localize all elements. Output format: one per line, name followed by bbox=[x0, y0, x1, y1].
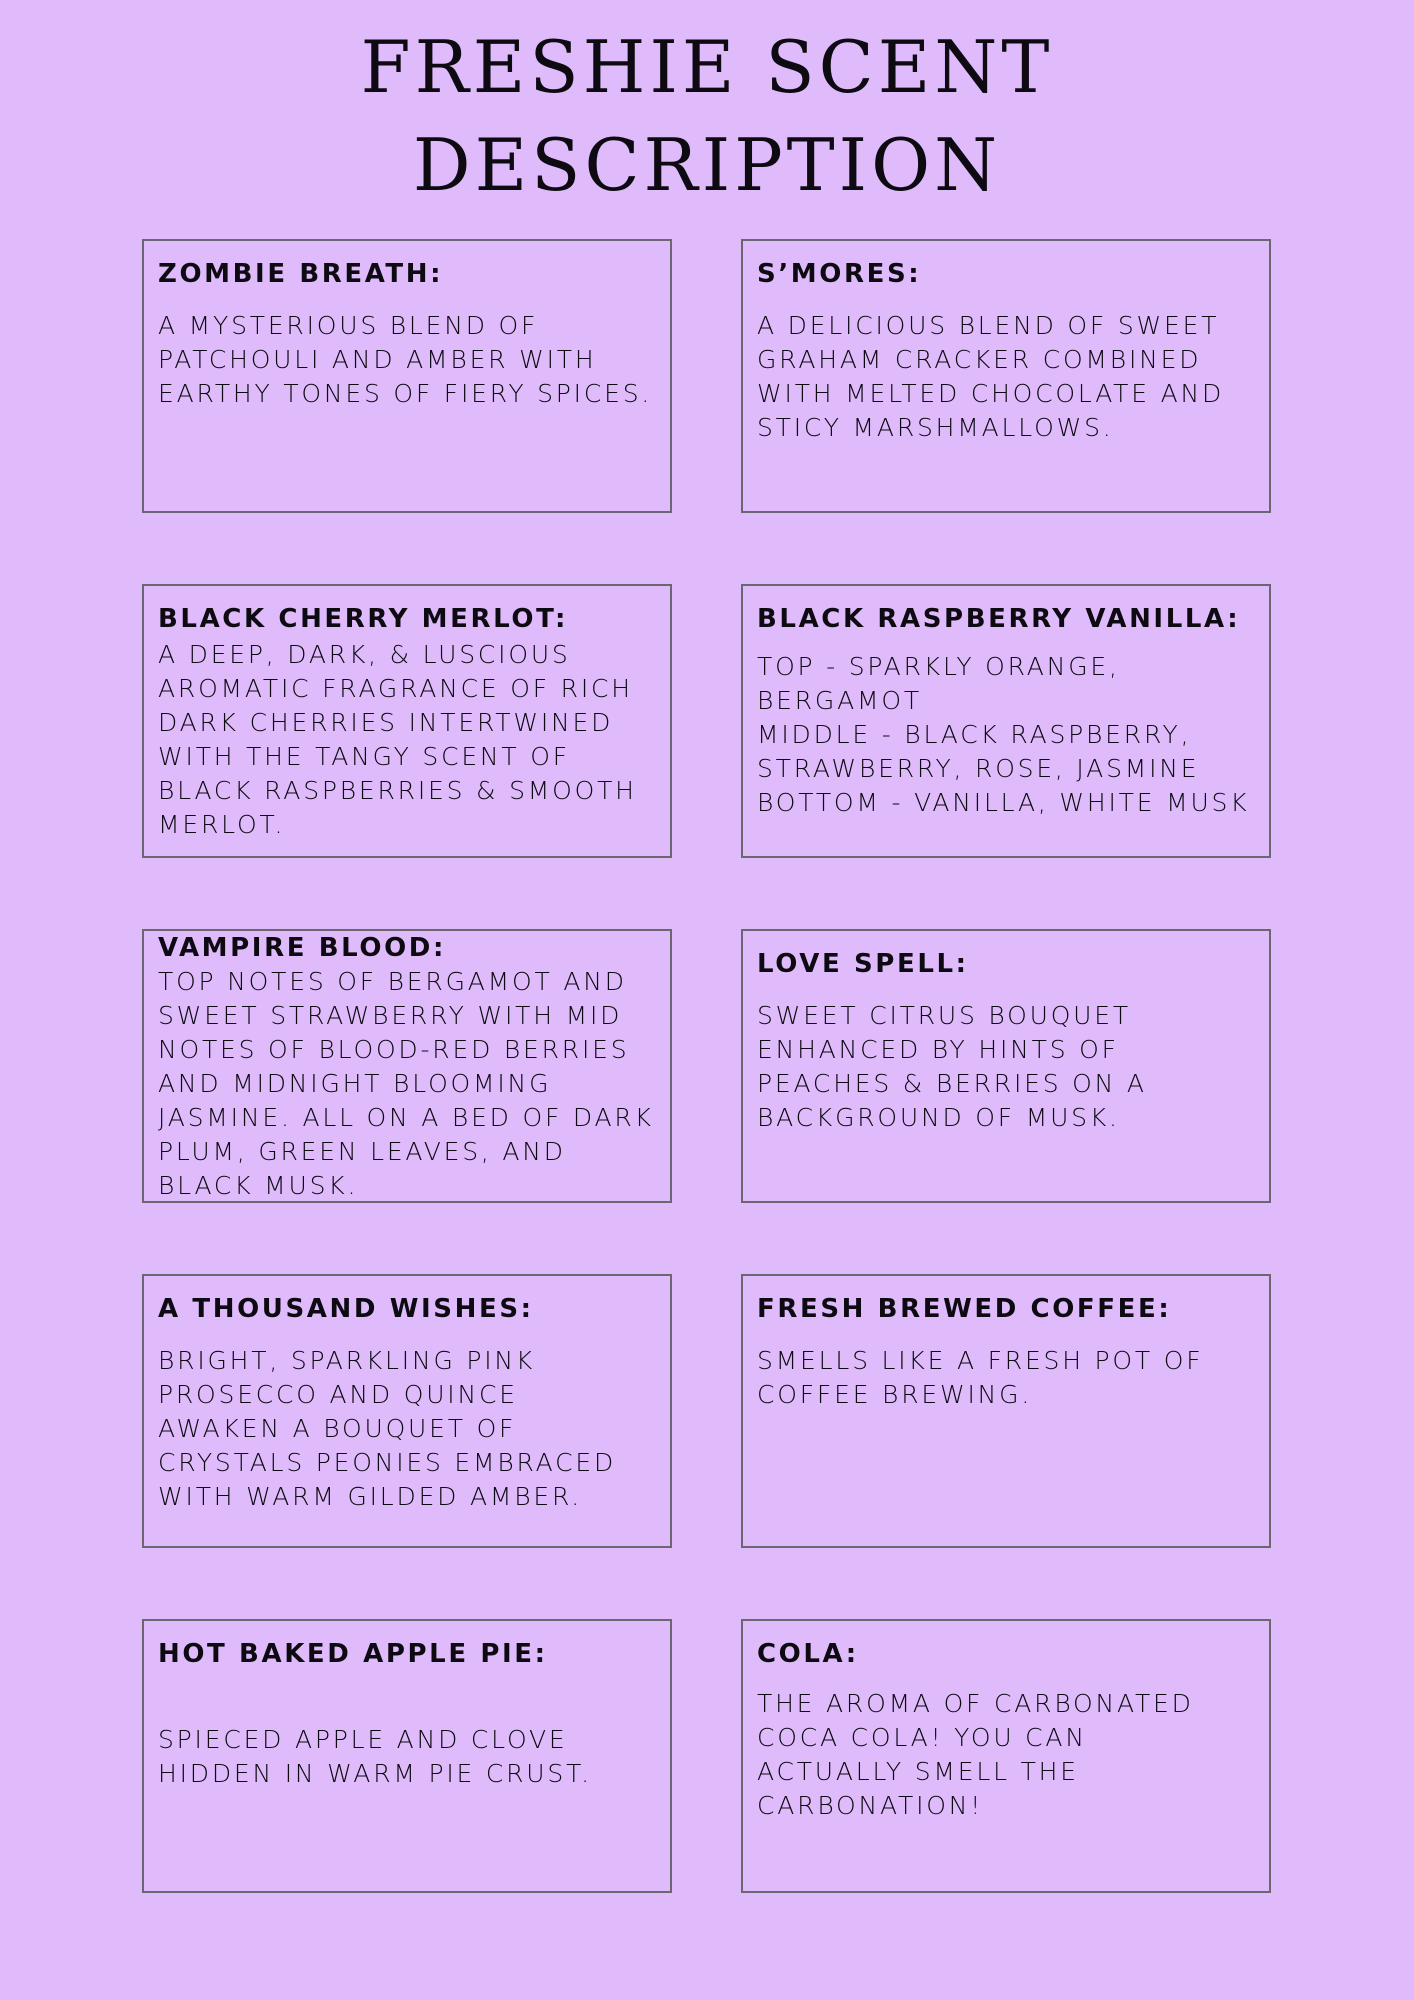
scent-card-vampire-blood bbox=[142, 929, 672, 1203]
scent-card-zombie-breath bbox=[142, 239, 672, 513]
scent-card-hot-baked-apple-pie bbox=[142, 1619, 672, 1893]
scent-name: HOT BAKED APPLE PIE: bbox=[158, 1639, 548, 1669]
page-title-line-2: DESCRIPTION bbox=[412, 123, 1002, 207]
scent-card-smores bbox=[741, 239, 1271, 513]
scent-name: COLA: bbox=[757, 1639, 859, 1669]
scent-name: ZOMBIE BREATH: bbox=[158, 259, 444, 289]
scent-name: FRESH BREWED COFFEE: bbox=[757, 1294, 1172, 1324]
page-title-line-1: FRESHIE SCENT bbox=[360, 25, 1054, 109]
scent-description: SMELLS LIKE A FRESH POT OF COFFEE BREWING. bbox=[757, 1346, 1204, 1409]
scent-description: A DEEP, DARK, & LUSCIOUS AROMATIC FRAGRANCE OF RICH DARK CHERRIES INTERTWINED WITH THE TANGY SCENT OF BLACK RASPBERRIES & SMOOTH MERLOT. bbox=[158, 640, 637, 839]
scent-description: A DELICIOUS BLEND OF SWEET GRAHAM CRACKER COMBINED WITH MELTED CHOCOLATE AND STICY MARSHMALLOWS. bbox=[757, 311, 1225, 442]
scent-card-black-raspberry-vanilla bbox=[741, 584, 1271, 858]
scent-card-cola bbox=[741, 1619, 1271, 1893]
scent-description: A MYSTERIOUS BLEND OF PATCHOULI AND AMBER WITH EARTHY TONES OF FIERY SPICES. bbox=[158, 311, 653, 408]
scent-description: SWEET CITRUS BOUQUET ENHANCED BY HINTS OF PEACHES & BERRIES ON A BACKGROUND OF MUSK. bbox=[757, 1001, 1147, 1132]
scent-name: BLACK CHERRY MERLOT: bbox=[158, 604, 568, 634]
scent-card-love-spell bbox=[741, 929, 1271, 1203]
scent-name: VAMPIRE BLOOD: bbox=[158, 933, 446, 963]
scent-name: S’MORES: bbox=[757, 259, 922, 289]
scent-name: BLACK RASPBERRY VANILLA: bbox=[757, 604, 1241, 634]
scent-card-a-thousand-wishes bbox=[142, 1274, 672, 1548]
scent-description: SPIECED APPLE AND CLOVE HIDDEN IN WARM PIE CRUST. bbox=[158, 1725, 592, 1788]
scent-description: TOP NOTES OF BERGAMOT AND SWEET STRAWBERRY WITH MID NOTES OF BLOOD-RED BERRIES AND MIDNIGHT BLOOMING JASMINE. ALL ON A BED OF DARK PLUM, GREEN LEAVES, AND BLACK MUSK. bbox=[158, 967, 654, 1200]
scent-description: BRIGHT, SPARKLING PINK PROSECCO AND QUINCE AWAKEN A BOUQUET OF CRYSTALS PEONIES EMBRACED WITH WARM GILDED AMBER. bbox=[158, 1346, 617, 1511]
scent-name: LOVE SPELL: bbox=[757, 949, 969, 979]
scent-description: TOP - SPARKLY ORANGE, BERGAMOT MIDDLE - BLACK RASPBERRY, STRAWBERRY, ROSE, JASMINE BOTTOM - VANILLA, WHITE MUSK bbox=[757, 652, 1250, 817]
scent-card-fresh-brewed-coffee bbox=[741, 1274, 1271, 1548]
scent-description: THE AROMA OF CARBONATED COCA COLA! YOU CAN ACTUALLY SMELL THE CARBONATION! bbox=[757, 1689, 1194, 1820]
scent-name: A THOUSAND WISHES: bbox=[158, 1294, 534, 1324]
scent-card-black-cherry-merlot bbox=[142, 584, 672, 858]
page-title bbox=[0, 18, 1414, 214]
